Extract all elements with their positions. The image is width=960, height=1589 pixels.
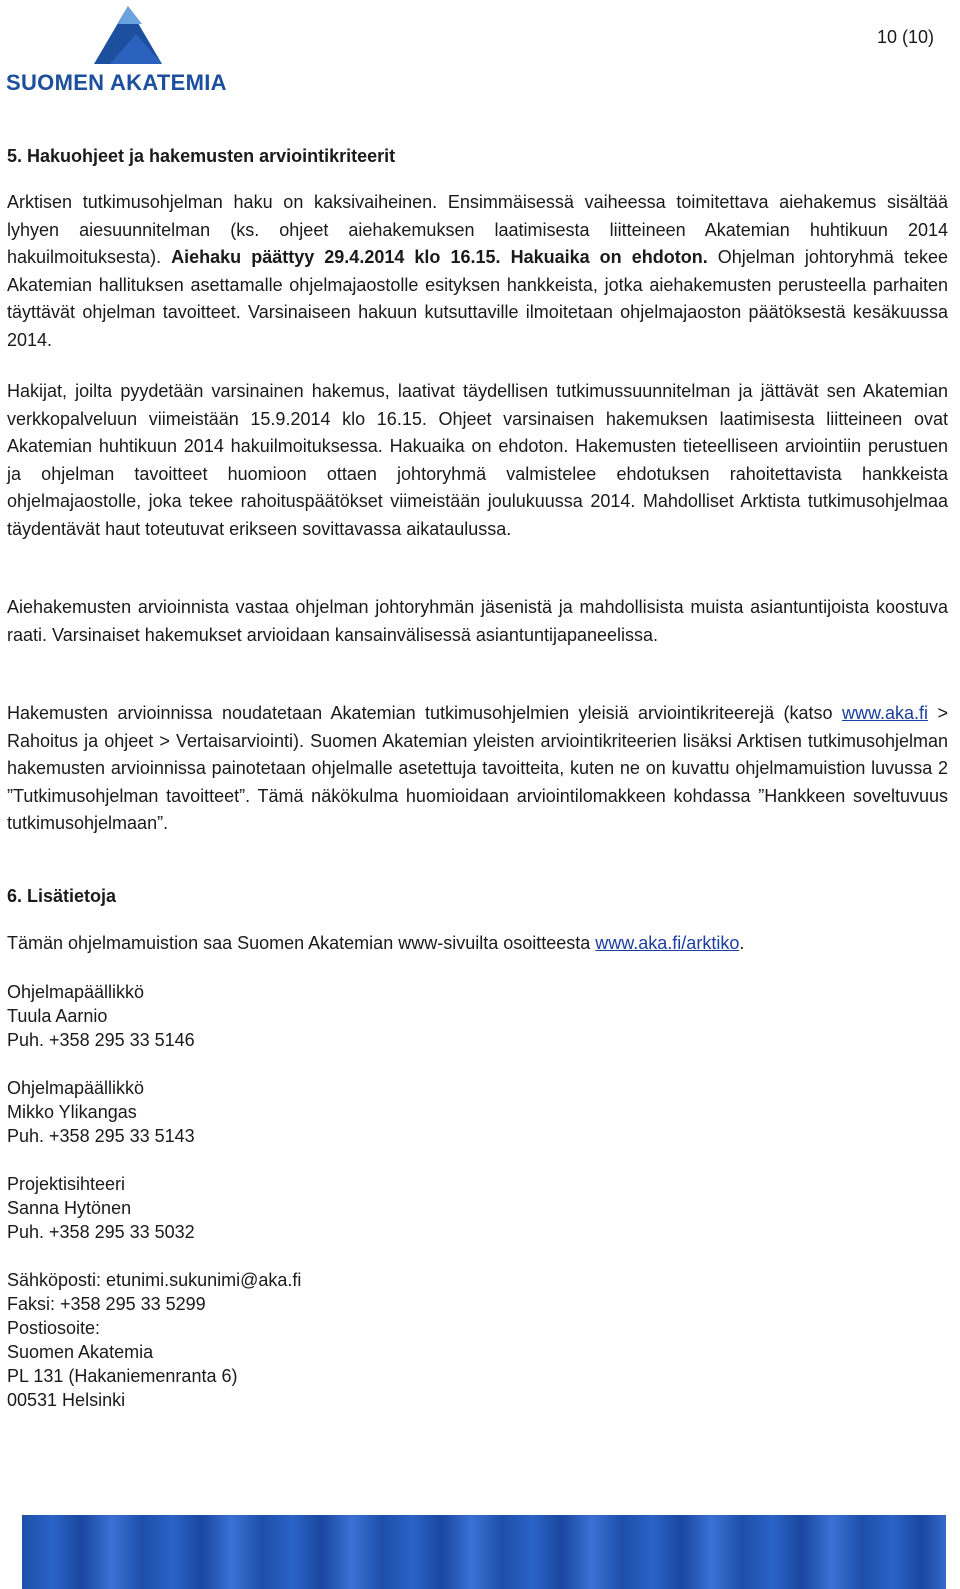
- page-number: 10 (10): [876, 27, 934, 47]
- aka-fi-link[interactable]: www.aka.fi: [842, 703, 929, 723]
- postal-org: Suomen Akatemia: [7, 1342, 154, 1362]
- contact-title: Ohjelmapäällikkö: [7, 982, 145, 1002]
- section-6-heading: 6. Lisätietoja: [7, 886, 117, 906]
- contact-block: [7, 980, 195, 1052]
- contact-name: Tuula Aarnio: [7, 1006, 108, 1026]
- postal-city: 00531 Helsinki: [7, 1390, 126, 1410]
- contact-title: Ohjelmapäällikkö: [7, 1078, 145, 1098]
- footer-decorative-band: [22, 1515, 946, 1589]
- contact-block: [7, 1076, 195, 1148]
- logo-wordmark: SUOMEN AKATEMIA: [6, 70, 227, 95]
- contact-title: Projektisihteeri: [7, 1174, 126, 1194]
- contact-phone: Puh. +358 295 33 5032: [7, 1222, 195, 1242]
- section-5-heading: 5. Hakuohjeet ja hakemusten arviointikriteerit: [7, 146, 396, 166]
- arktiko-link[interactable]: www.aka.fi/arktiko: [595, 933, 740, 953]
- section-5-paragraph-4: Hakemusten arvioinnissa noudatetaan Akatemian tutkimusohjelmien yleisiä arviointikriteerejä (katso www.aka.fi > Rahoitus ja ohjeet > Vertaisarviointi). Suomen Akatemian yleisten arviointikriteerien lisäksi Arktisen tutkimusohjelman hakemusten arvioinnissa painotetaan ohjelmalle asetettuja tavoitteita, kuten ne on kuvattu ohjelmamuistion luvussa 2 ”Tutkimusohjelman tavoitteet”. Tämä näkökulma huomioidaan arviointilomakkeen kohdassa ”Hankkeen soveltuvuus tutkimusohjelmaan”.: [7, 703, 948, 833]
- section-6-intro: Tämän ohjelmamuistion saa Suomen Akatemian www-sivuilta osoitteesta www.aka.fi/arktiko.: [7, 933, 745, 953]
- email-line: Sähköposti: etunimi.sukunimi@aka.fi: [7, 1270, 302, 1290]
- contact-name: Sanna Hytönen: [7, 1198, 132, 1218]
- deadline-bold-text: Aiehaku päättyy 29.4.2014 klo 16.15. Hakuaika on ehdoton.: [171, 247, 708, 267]
- fax-line: Faksi: +358 295 33 5299: [7, 1294, 206, 1314]
- contact-block: [7, 1172, 195, 1244]
- contact-phone: Puh. +358 295 33 5146: [7, 1030, 195, 1050]
- postal-label: Postiosoite:: [7, 1318, 101, 1338]
- contact-name: Mikko Ylikangas: [7, 1102, 137, 1122]
- section-5-paragraph-2: Hakijat, joilta pyydetään varsinainen hakemus, laativat täydellisen tutkimussuunnitelman ja jättävät sen Akatemian verkkopalveluun viimeistään 15.9.2014 klo 16.15. Ohjeet varsinaisen hakemuksen laatimisesta liitteineen ovat Akatemian huhtikuun 2014 hakuilmoituksessa. Hakuaika on ehdoton. Hakemusten tieteelliseen arviointiin perustuen ja ohjelman tavoitteet huomioon ottaen johtoryhmä valmistelee ehdotuksen rahoitettavista hankkeista ohjelmajaostolle, joka tekee rahoituspäätökset viimeistään joulukuussa 2014. Mahdolliset Arktista tutkimusohjelmaa täydentävät haut toteutuvat erikseen sovittavassa aikataulussa.: [7, 381, 948, 539]
- postal-box: PL 131 (Hakaniemenranta 6): [7, 1366, 238, 1386]
- contact-phone: Puh. +358 295 33 5143: [7, 1126, 195, 1146]
- section-5-paragraph-1: Arktisen tutkimusohjelman haku on kaksivaiheinen. Ensimmäisessä vaiheessa toimitettava aiehakemus sisältää lyhyen aiesuunnitelman (ks. ohjeet aiehakemuksen laatimisesta liitteineen Akatemian huhtikuun 2014 hakuilmoituksesta). Aiehaku päättyy 29.4.2014 klo 16.15. Hakuaika on ehdoton. Ohjelman johtoryhmä tekee Akatemian hallituksen asettamalle ohjelmajaostolle esityksen hankkeista, jotka aiehakemusten perusteella parhaiten täyttävät ohjelman tavoitteet. Varsinaiseen hakuun kutsuttaville ilmoitetaan ohjelmajaoston päätöksestä kesäkuussa 2014.: [7, 192, 948, 350]
- general-contact-block: [7, 1268, 301, 1412]
- section-5-paragraph-3: Aiehakemusten arvioinnista vastaa ohjelman johtoryhmän jäsenistä ja mahdollisista muista asiantuntijoista koostuva raati. Varsinaiset hakemukset arvioidaan kansainvälisessä asiantuntijapaneelissa.: [7, 597, 948, 645]
- logo-triangle-icon: [6, 4, 250, 74]
